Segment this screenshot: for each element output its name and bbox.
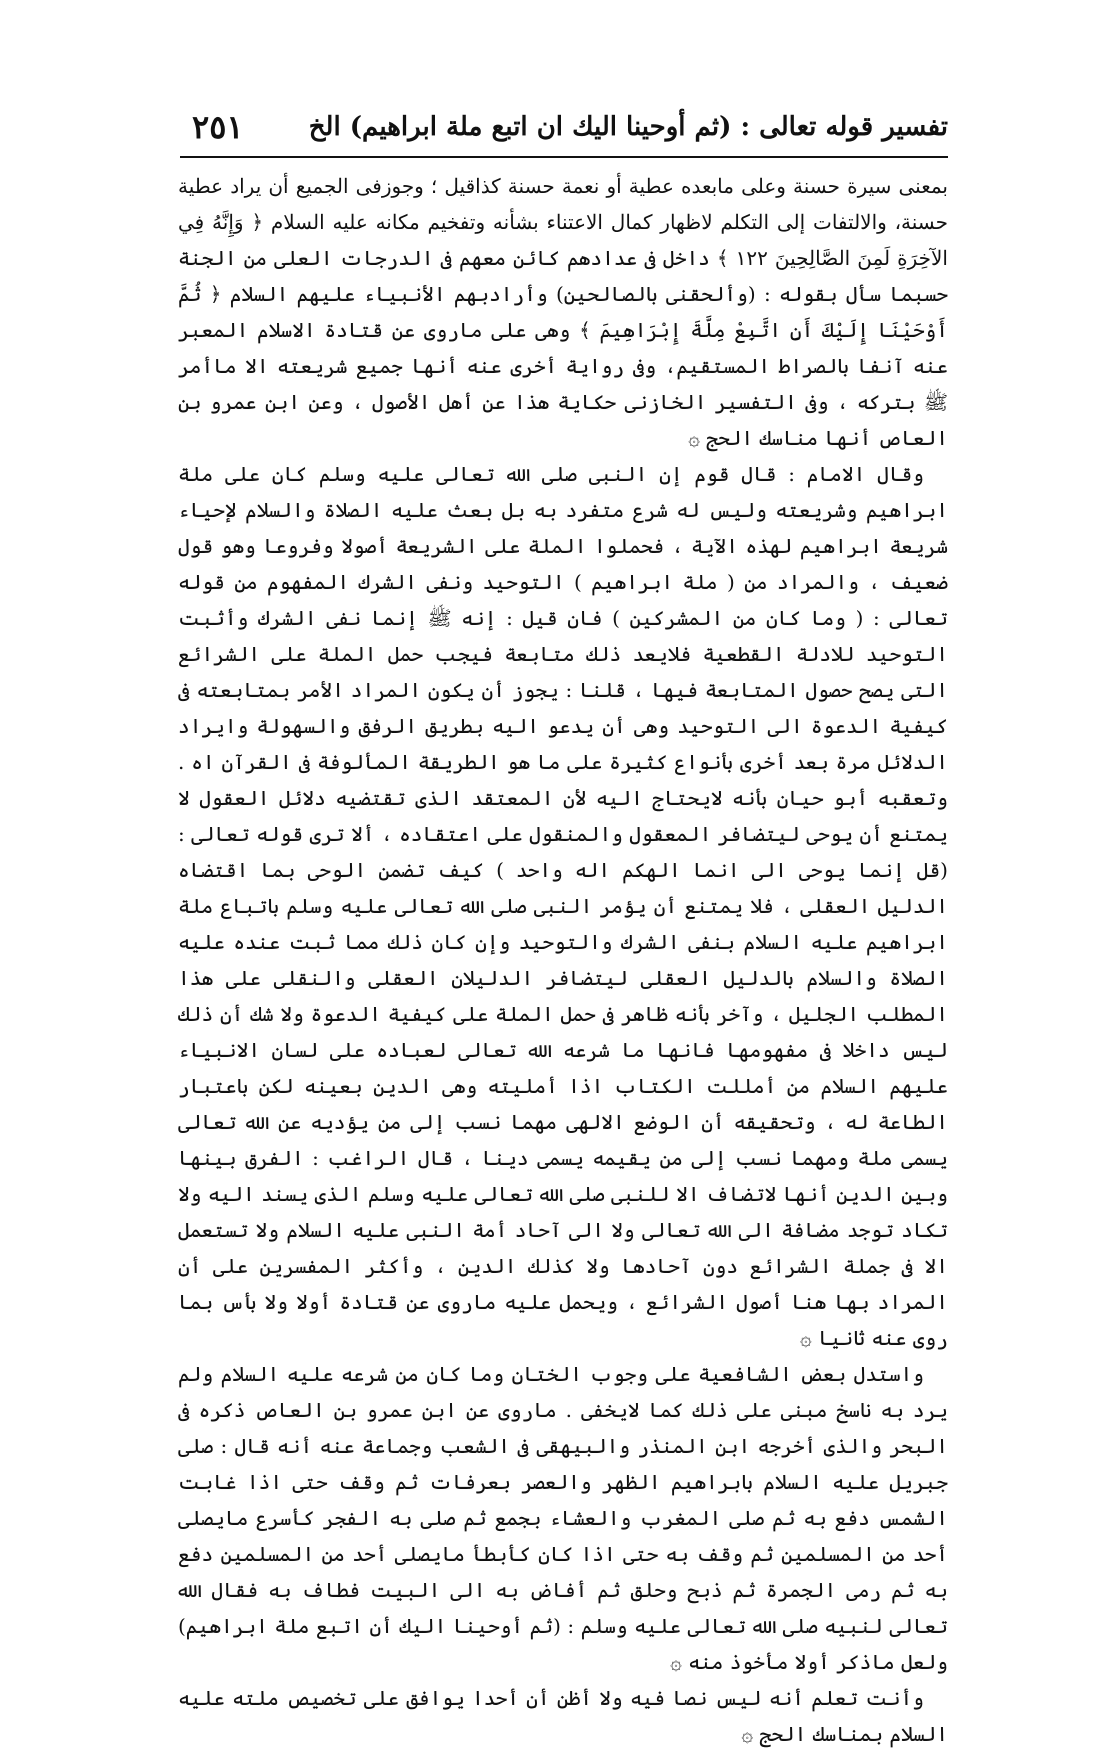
header-rule	[180, 156, 948, 158]
paragraph-1: بمعنى سيرة حسنة وعلى مابعده عطية أو نعمة حسنة كذاقيل ؛ وجوزفى الجميع أن يراد عطية حسنة، والالتفات إلى التكلم لاظهار كمال الاعتناء بشأنه وتفخيم مكانه عليه السلام ﴿ وَإِنَّهُ فِي الآخِرَةِ لَمِنَ الصَّالِحِينَ ١٢٢ ﴾ داخل فى عدادهم كائن معهم فى الدرجات العلى من الجنة حسبما سأل بقوله : (وألحقنى بالصالحين) وأرادبهم الأنبياء عليهم السلام ﴿ ثُمَّ أَوْحَيْنَا إِلَيْكَ أَنِ اتَّبِعْ مِلَّةَ إِبْرَاهِيمَ ﴾ وهى على ماروى عن قتادة الاسلام المعبر عنه آنفا بالصراط المستقيم، وفى رواية أخرى عنه أنها جميع شريعته الا ماأمر ﷺ بتركه ، وفى التفسير الخازنى حكاية هذا عن أهل الأصول ، وعن ابن عمرو بن العاص أنها مناسك الحج ۞	[178, 174, 948, 450]
running-title: تفسير قوله تعالى : (ثم أوحينا اليك ان اتبع ملة ابراهيم) الخ	[308, 112, 948, 142]
paragraph-2: وقال الامام : قال قوم إن النبى صلى الله تعالى عليه وسلم كان على ملة ابراهيم وشريعته وليس له شرع متفرد به بل بعث عليه الصلاة والسلام لإحياء شريعة ابراهيم لهذه الآية ، فحملوا الملة على الشريعة أصولا وفروعا وهو قول ضعيف ، والمراد من ( ملة ابراهيم ) التوحيد ونفى الشرك المفهوم من قوله تعالى : ( وما كان من المشركين ) فان قيل : إنه ﷺ إنما نفى الشرك وأثبت التوحيد للادلة القطعية فلايعد ذلك متابعة فيجب حمل الملة على الشرائع التى يصح حصول المتابعة فيها ، قلنا : يجوز أن يكون المراد الأمر بمتابعته فى كيفية الدعوة الى التوحيد وهى أن يدعو اليه بطريق الرفق والسهولة وايراد الدلائل مرة بعد أخرى بأنواع كثيرة على ما هو الطريقة المألوفة فى القرآن اه . وتعقبه أبو حيان بأنه لايحتاج اليه لأن المعتقد الذى تقتضيه دلائل العقول لا يمتنع أن يوحى ليتضافر المعقول والمنقول على اعتقاده ، ألا ترى قوله تعالى : (قل إنما يوحى الى انما الهكم اله واحد ) كيف تضمن الوحى بما اقتضاه الدليل العقلى ، فلا يمتنع أن يؤمر النبى صلى الله تعالى عليه وسلم باتباع ملة ابراهيم عليه السلام بنفى الشرك والتوحيد وإن كان ذلك مما ثبت عنده عليه الصلاة والسلام بالدليل العقلى ليتضافر الدليلان العقلى والنقلى على هذا المطلب الجليل ، وآخر بأنه ظاهر فى حمل الملة على كيفية الدعوة ولا شك أن ذلك ليس داخلا فى مفهومها فانها ما شرعه الله تعالى لعباده على لسان الانبياء عليهم السلام من أمللت الكتاب اذا أمليته وهى الدين بعينه لكن باعتبار الطاعة له ، وتحقيقه أن الوضع الالهى مهما نسب إلى من يؤديه عن الله تعالى يسمى ملة ومهما نسب إلى من يقيمه يسمى دينا ، قال الراغب : الفرق بينها وبين الدين أنها لاتضاف الا للنبى صلى الله تعالى عليه وسلم الذى يسند اليه ولا تكاد توجد مضافة الى الله تعالى ولا الى آحاد أمة النبى عليه السلام ولا تستعمل الا فى جملة الشرائع دون آحادها ولا كذلك الدين ، وأكثر المفسرين على أن المراد بها هنا أصول الشرائع ، ويحمل عليه ماروى عن قتادة أولا ولا بأس بما روى عنه ثانيا ۞	[178, 462, 948, 1350]
paragraph-4: وأنت تعلم أنه ليس نصا فيه ولا أظن أن أحدا يوافق على تخصيص ملته عليه السلام بمناسك الحج ۞	[178, 1686, 948, 1746]
body-text	[178, 168, 948, 1746]
running-head	[180, 104, 948, 156]
page-number: ٢٥١	[192, 108, 244, 146]
paragraph-3: واستدل بعض الشافعية على وجوب الختان وما كان من شرعه عليه السلام ولم يرد به ناسخ مبنى على ذلك كما لايخفى . ماروى عن ابن عمرو بن العاص ذكره فى البحر والذى أخرجه ابن المنذر والبيهقى فى الشعب وجماعة عنه أنه قال : صلى جبريل عليه السلام بابراهيم الظهر والعصر بعرفات ثم وقف حتى اذا غابت الشمس دفع به ثم صلى المغرب والعشاء بجمع ثم صلى به الفجر كأسرع مايصلى أحد من المسلمين ثم وقف به حتى اذا كان كأبطأ مايصلى أحد من المسلمين دفع به ثم رمى الجمرة ثم ذبح وحلق ثم أفاض به الى البيت فطاف به فقال الله تعالى لنبيه صلى الله تعالى عليه وسلم : (ثم أوحينا اليك أن اتبع ملة ابراهيم) ولعل ماذكر أولا مأخوذ منه ۞	[178, 1362, 948, 1674]
